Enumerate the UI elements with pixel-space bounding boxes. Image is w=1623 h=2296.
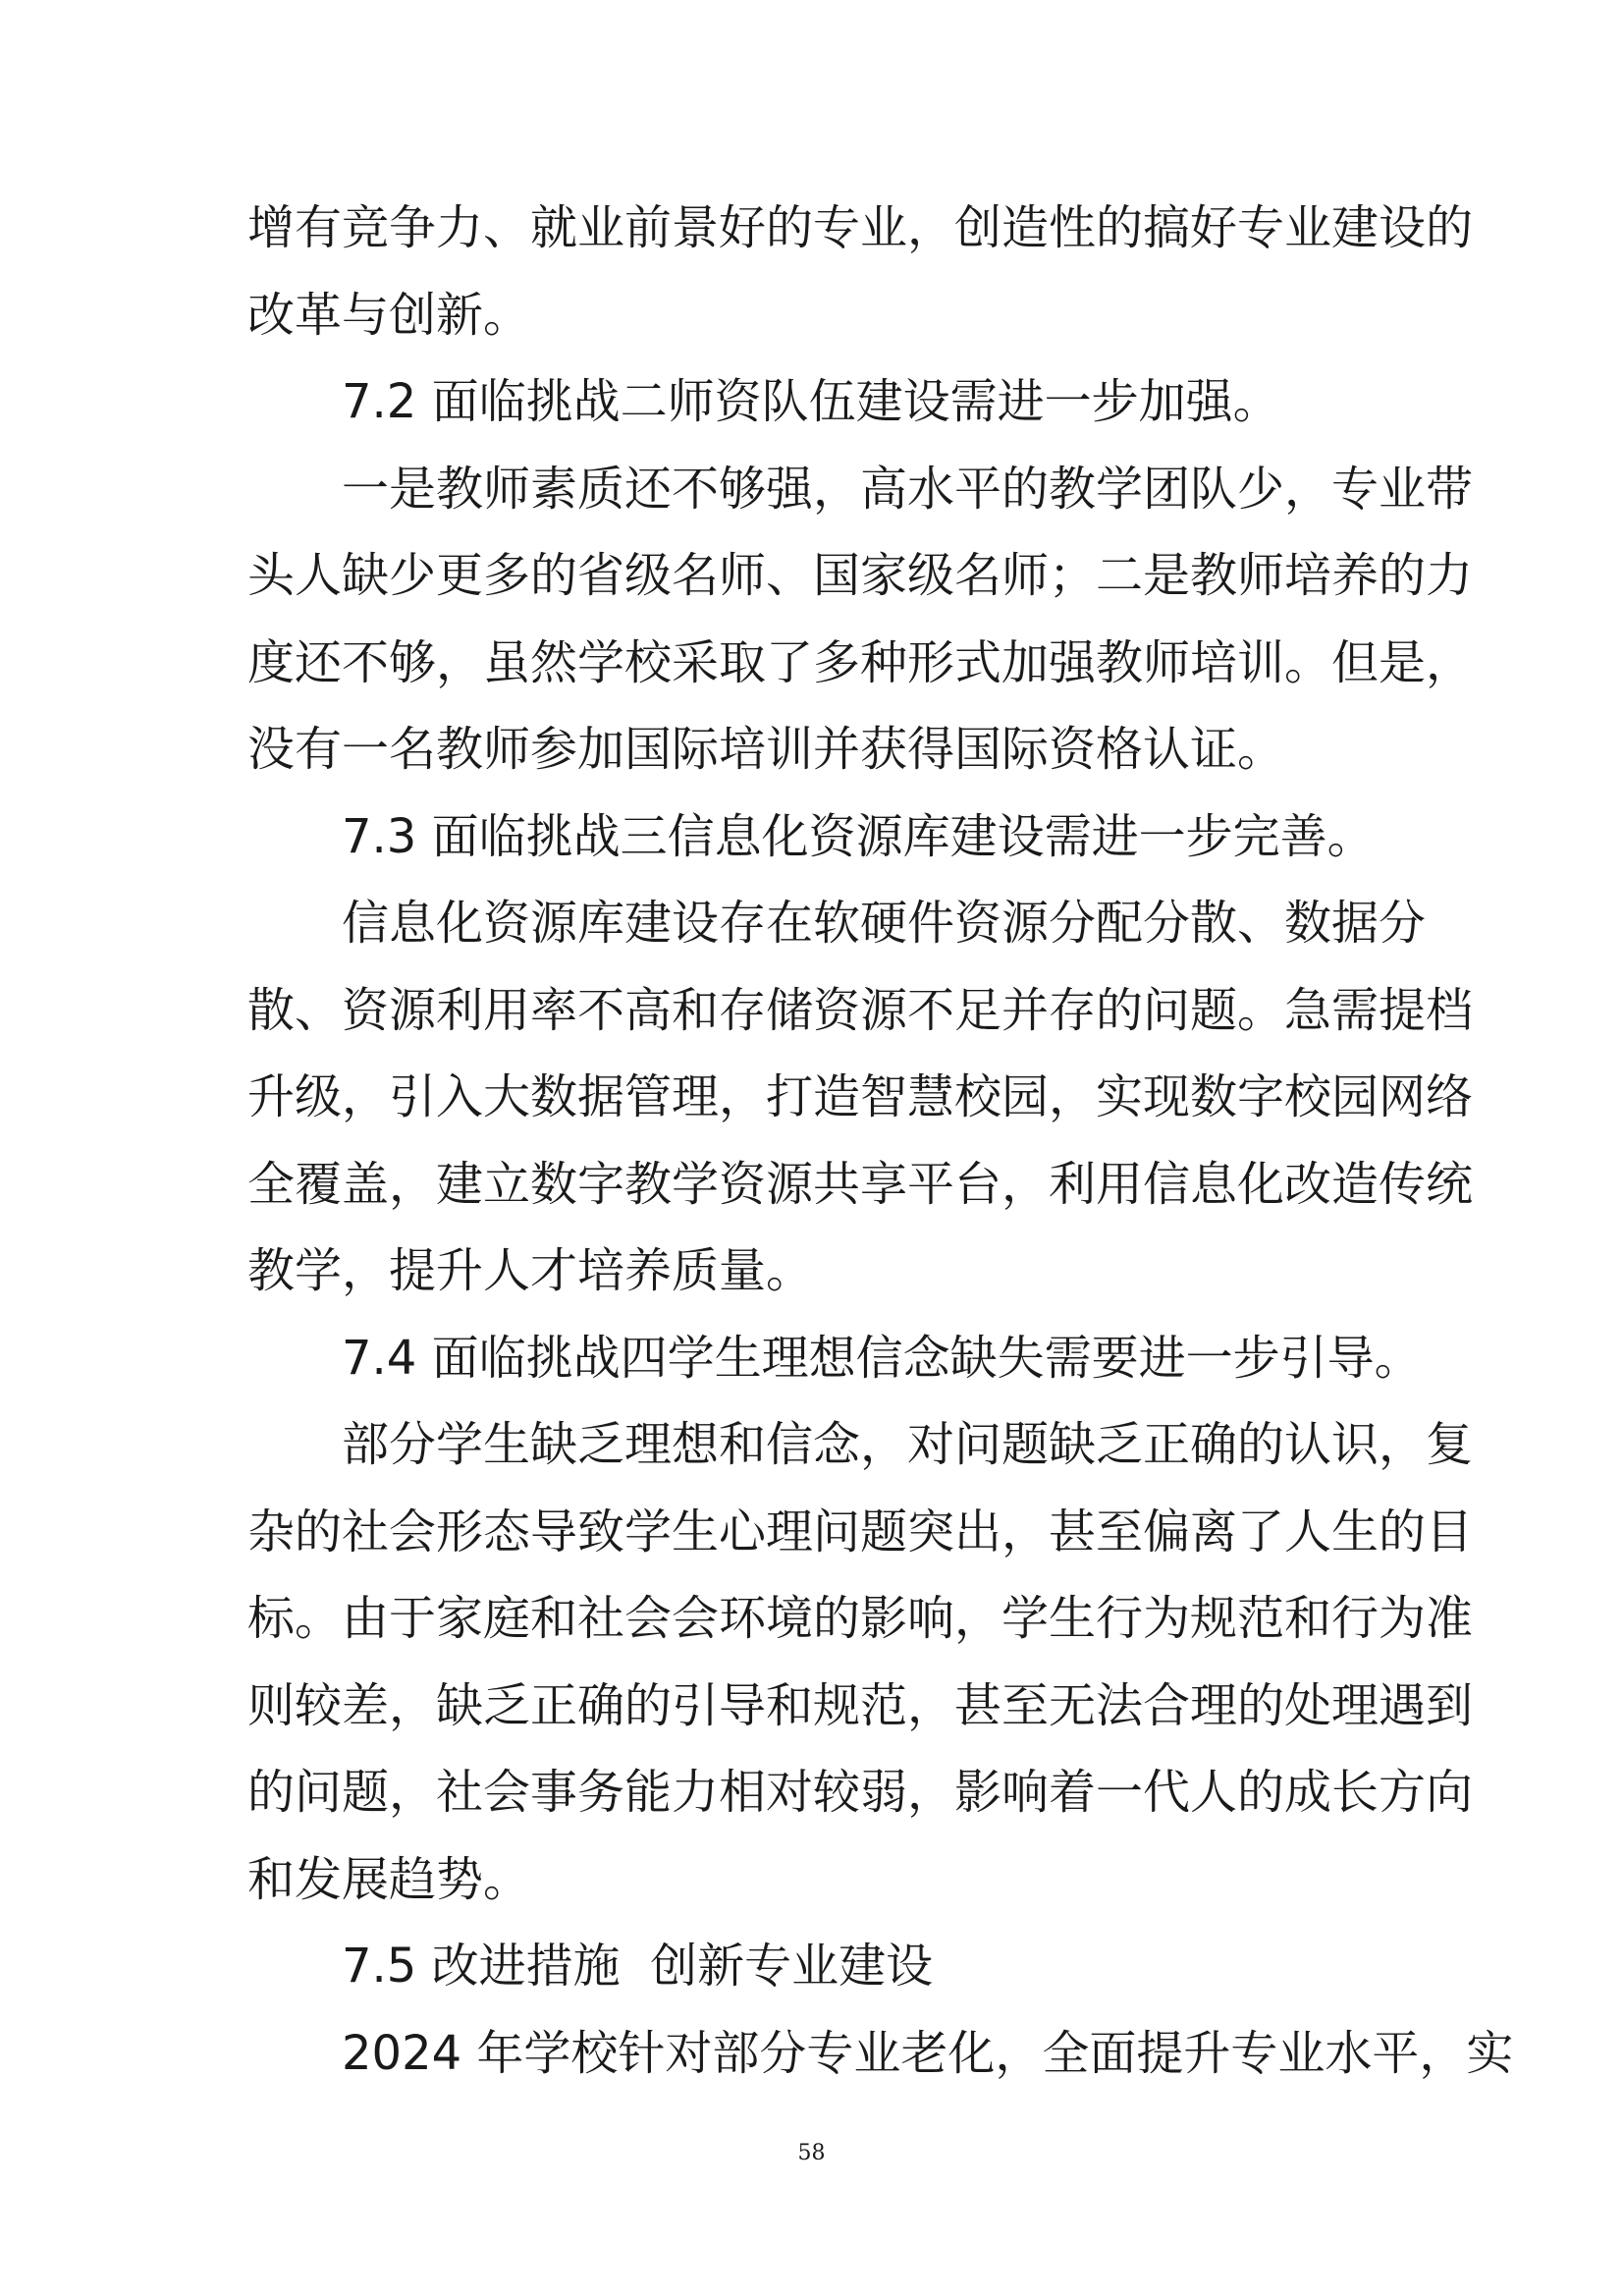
text-line: 部分学生缺乏理想和信念，对问题缺乏正确的认识，复 — [342, 1417, 1474, 1472]
text-line: 则较差，缺乏正确的引导和规范，甚至无法合理的处理遇到 — [247, 1677, 1474, 1733]
page-number: 58 — [797, 2141, 826, 2165]
text-line: 2024 年学校针对部分专业老化，全面提升专业水平，实 — [342, 2025, 1514, 2081]
text-line: 的问题，社会事务能力相对较弱，影响着一代人的成长方向 — [247, 1765, 1474, 1820]
text-line: 信息化资源库建设存在软硬件资源分配分散、数据分 — [342, 896, 1427, 951]
body-text — [247, 185, 1514, 2097]
text-line: 没有一名教师参加国际培训并获得国际资格认证。 — [247, 722, 1285, 777]
text-line: 度还不够，虽然学校采取了多种形式加强教师培训。但是， — [247, 634, 1474, 690]
text-line: 增有竞争力、就业前景好的专业，创造性的搞好专业建设的 — [247, 200, 1474, 255]
text-line: 升级，引入大数据管理，打造智慧校园，实现数字校园网络 — [247, 1069, 1474, 1124]
text-line: 改革与创新。 — [247, 287, 531, 343]
text-line: 杂的社会形态导致学生心理问题突出，甚至偏离了人生的目 — [247, 1503, 1474, 1559]
text-line: 一是教师素质还不够强，高水平的教学团队少，专业带 — [342, 461, 1474, 517]
text-line: 头人缺少更多的省级名师、国家级名师；二是教师培养的力 — [247, 548, 1474, 603]
text-line: 教学，提升人才培养质量。 — [247, 1243, 814, 1298]
section-heading-7-2: 7.2 面临挑战二师资队伍建设需进一步加强。 — [342, 374, 1280, 429]
text-line: 全覆盖，建立数字教学资源共享平台，利用信息化改造传统 — [247, 1156, 1474, 1212]
text-line: 散、资源利用率不高和存储资源不足并存的问题。急需提档 — [247, 982, 1474, 1038]
section-heading-7-3: 7.3 面临挑战三信息化资源库建设需进一步完善。 — [342, 808, 1375, 864]
text-line: 标。由于家庭和社会会环境的影响，学生行为规范和行为准 — [247, 1591, 1474, 1646]
text-line: 和发展趋势。 — [247, 1851, 531, 1907]
section-heading-7-5: 7.5 改进措施 创新专业建设 — [342, 1939, 934, 1994]
section-heading-7-4: 7.4 面临挑战四学生理想信念缺失需要进一步引导。 — [342, 1330, 1422, 1386]
